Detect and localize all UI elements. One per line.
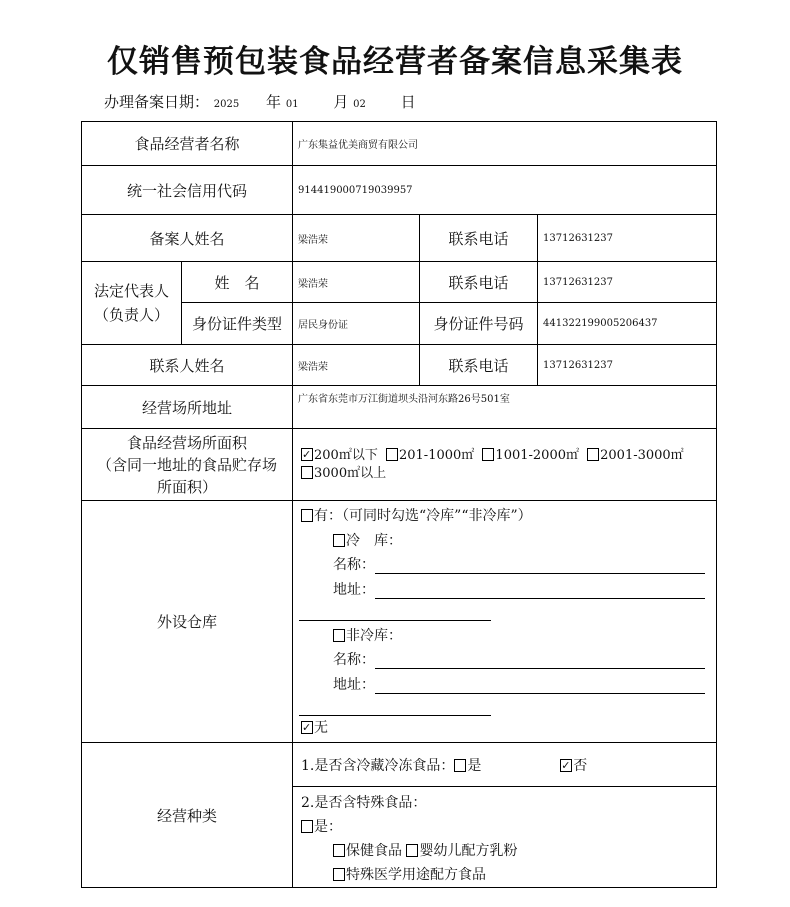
cold-address-label: 地址： [333,582,376,598]
area-option-2001-3000: 2001-3000㎡ [600,447,684,463]
month-unit: 月 [333,93,349,111]
filer-phone-label: 联系电话 [420,215,538,262]
frozen-food-question: 1.是否含冷藏冷冻食品： [301,757,455,774]
cold-address-field[interactable] [375,584,705,599]
noncold-name-label: 名称： [333,652,376,668]
frozen-no-label: 否 [573,757,588,774]
area-option-checkbox-200[interactable] [301,448,313,461]
special-food-cell [293,787,717,888]
year-unit: 年 [266,93,282,111]
cold-name-field[interactable] [375,559,705,574]
filing-day: 02 [353,99,366,110]
area-label-line2: （含同一地址的食品贮存场 [97,455,278,474]
warehouse-none-checkbox[interactable] [301,721,313,734]
noncold-storage-label: 非冷库： [346,628,403,644]
area-options [293,429,717,501]
id-type-label: 身份证件类型 [182,303,293,345]
business-type-label: 经营种类 [82,743,293,888]
filing-date [104,91,416,112]
area-option-checkbox-2001-3000[interactable] [587,448,599,461]
cold-storage-checkbox[interactable] [333,534,345,547]
special-food-yes-checkbox[interactable] [301,820,313,833]
health-food-checkbox[interactable] [333,844,345,857]
cold-storage-label: 冷 库： [346,533,403,549]
warehouse-has-label: 有：（可同时勾选“冷库”“非冷库”） [314,508,532,524]
area-label-line1: 食品经营场所面积 [127,433,248,452]
noncold-address-field-line2[interactable] [299,714,491,716]
area-label [82,429,293,501]
noncold-name-field[interactable] [375,654,705,669]
area-option-200: 200㎡以下 [314,447,378,463]
legal-rep-phone-label: 联系电话 [420,262,538,303]
medical-food-label: 特殊医学用途配方食品 [346,867,487,883]
health-food-label: 保健食品 [346,843,403,859]
address-label: 经营场所地址 [82,386,293,429]
frozen-yes-label: 是 [467,757,482,774]
filer-name-label: 备案人姓名 [82,215,293,262]
frozen-no-checkbox[interactable] [560,759,572,772]
address-value[interactable]: 广东省东莞市万江街道坝头沿河东路26号501室 [293,386,717,429]
area-option-checkbox-201-1000[interactable] [386,448,398,461]
filing-year: 2025 [213,99,240,110]
warehouse-has-checkbox[interactable] [301,509,313,522]
medical-food-checkbox[interactable] [333,868,345,881]
id-number-value[interactable]: 441322199005206437 [538,303,717,345]
area-option-3000: 3000㎡以上 [314,465,387,481]
legal-rep-phone-value[interactable]: 13712631237 [538,262,717,303]
area-option-201-1000: 201-1000㎡ [398,447,475,463]
cold-address-field-line2[interactable] [299,619,491,621]
infant-formula-checkbox[interactable] [406,844,418,857]
day-unit: 日 [400,93,416,111]
filer-phone-value[interactable]: 13712631237 [538,215,717,262]
cold-name-label: 名称： [333,557,376,573]
warehouse-cell [293,501,717,743]
id-number-label: 身份证件号码 [420,303,538,345]
area-option-checkbox-1001-2000[interactable] [482,448,494,461]
operator-name-value[interactable]: 广东集益优美商贸有限公司 [293,122,717,166]
warehouse-label: 外设仓库 [82,501,293,743]
filing-form-table [81,121,717,888]
legal-rep-label-line1: 法定代表人 [93,282,169,300]
area-option-checkbox-3000[interactable] [301,466,313,479]
warehouse-none-label: 无 [314,720,329,736]
noncold-address-label: 地址： [333,677,376,693]
contact-name-label: 联系人姓名 [82,345,293,386]
legal-rep-name-value[interactable]: 梁浩荣 [293,262,420,303]
contact-name-value[interactable]: 梁浩荣 [293,345,420,386]
filing-month: 01 [285,99,299,110]
area-option-1001-2000: 1001-2000㎡ [495,447,579,463]
legal-rep-label [82,262,182,345]
contact-phone-value[interactable]: 13712631237 [538,345,717,386]
legal-rep-label-line2: （负责人） [93,306,169,324]
form-title: 仅销售预包装食品经营者备案信息采集表 [107,44,683,80]
special-food-question: 2.是否含特殊食品： [301,795,427,811]
frozen-yes-checkbox[interactable] [454,759,466,772]
filer-name-value[interactable]: 梁浩荣 [293,215,420,262]
special-food-yes-label: 是： [314,819,343,835]
contact-phone-label: 联系电话 [420,345,538,386]
noncold-storage-checkbox[interactable] [333,629,345,642]
id-type-value[interactable]: 居民身份证 [293,303,420,345]
frozen-food-question-cell [293,743,717,787]
filing-date-label: 办理备案日期： [104,93,210,111]
noncold-address-field[interactable] [375,679,705,694]
area-label-line3: 所面积） [157,477,218,496]
operator-name-label: 食品经营者名称 [82,122,293,166]
credit-code-label: 统一社会信用代码 [82,166,293,215]
legal-rep-name-label: 姓 名 [182,262,293,303]
infant-formula-label: 婴幼儿配方乳粉 [419,843,518,859]
credit-code-value[interactable]: 91441900071​9039957 [293,166,717,215]
